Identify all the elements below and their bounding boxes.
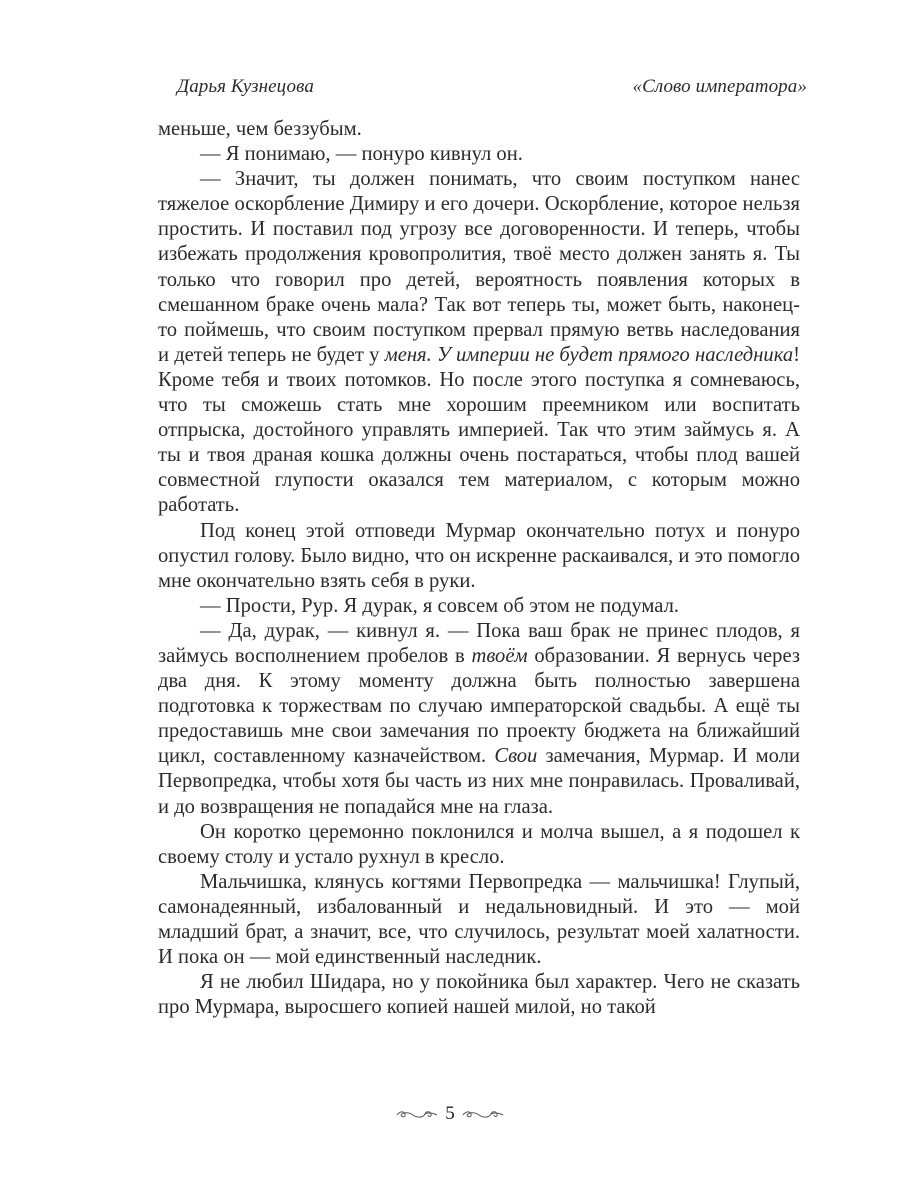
paragraph bbox=[158, 870, 800, 970]
text-segment: ! Кроме тебя и твоих потомков. Но после этого поступка я сомневаюсь, что ты сможешь стать мне хорошим преемником или воспитать отпрыска, достойного управлять империей. Так что этим займусь я. А ты и твоя драная кошка должны очень постараться, чтобы плод вашей совместной глупости оказался тем материалом, с которым можно работать. bbox=[158, 343, 800, 517]
text-segment: меньше, чем беззубым. bbox=[158, 118, 362, 140]
text-segment: Под конец этой отповеди Мурмар окончательно потух и понуро опустил голову. Было видно, что он искренне раскаивался, и это помогло мне окончательно взять себя в руки. bbox=[158, 519, 800, 592]
body-text bbox=[158, 117, 800, 1020]
paragraph bbox=[158, 594, 800, 619]
author-name: Дарья Кузнецова bbox=[177, 76, 314, 97]
text-segment: — Я понимаю, — понуро кивнул он. bbox=[200, 143, 523, 166]
paragraph bbox=[158, 619, 800, 820]
paragraph bbox=[158, 167, 800, 518]
text-segment: — Да, дурак, — кивнул я. — Пока ваш брак не принес плодов, я займусь восполнением пробелов в bbox=[158, 619, 800, 667]
italic-emphasis: Свои bbox=[494, 745, 538, 768]
running-header bbox=[177, 76, 807, 102]
paragraph bbox=[158, 117, 800, 142]
paragraph bbox=[158, 142, 800, 167]
text-segment: Мальчишка, клянусь когтями Первопредка — мальчишка! Глупый, самонадеянный, избалованный и недальновидный. И это — мой младший брат, а значит, все, что случилось, результат моей халатности. И пока он — мой единственный наследник. bbox=[158, 870, 800, 969]
page-footer bbox=[0, 1104, 900, 1124]
text-segment: — Значит, ты должен понимать, что своим поступком нанес тяжелое оскорбление Димиру и его дочери. Оскорбление, которое нельзя простить. И поставил под угрозу все договоренности. И теперь, чтобы избежать продолжения кровопролития, твоё место должен занять я. Ты только что говорил про детей, вероятность появления которых в смешанном браке очень мала? Так вот теперь ты, может быть, наконец-то поймешь, что своим поступком прервал прямую ветвь наследования и детей теперь не будет у bbox=[158, 168, 800, 366]
paragraph bbox=[158, 970, 800, 1020]
italic-emphasis: твоём bbox=[471, 644, 528, 667]
paragraph bbox=[158, 820, 800, 870]
italic-emphasis: меня. У империи не будет прямого наследника bbox=[384, 343, 794, 366]
text-segment: образовании. Я вернусь через два дня. К этому моменту должна быть полностью завершена подготовка к торжествам по случаю императорской свадьбы. А ещё ты предоставишь мне свои замечания по проекту бюджета на ближайший цикл, составленному казначейством. bbox=[158, 644, 800, 768]
text-segment: замечания, Мурмар. И моли Первопредка, чтобы хотя бы часть из них мне понравилась. Проваливай, и до возвращения не попадайся мне на глаза. bbox=[158, 745, 800, 818]
book-title: «Слово императора» bbox=[632, 76, 807, 97]
text-segment: Он коротко церемонно поклонился и молча вышел, а я подошел к своему столу и устало рухнул в кресло. bbox=[158, 820, 800, 868]
text-segment: — Прости, Рур. Я дурак, я совсем об этом не подумал. bbox=[200, 594, 680, 617]
paragraph bbox=[158, 519, 800, 594]
page-number: 5 bbox=[445, 1103, 455, 1124]
flourish-ornament-left-icon bbox=[395, 1108, 439, 1120]
text-segment: Я не любил Шидара, но у покойника был характер. Чего не сказать про Мурмара, выросшего копией нашей милой, но такой bbox=[158, 971, 800, 1019]
flourish-ornament-right-icon bbox=[461, 1108, 505, 1120]
